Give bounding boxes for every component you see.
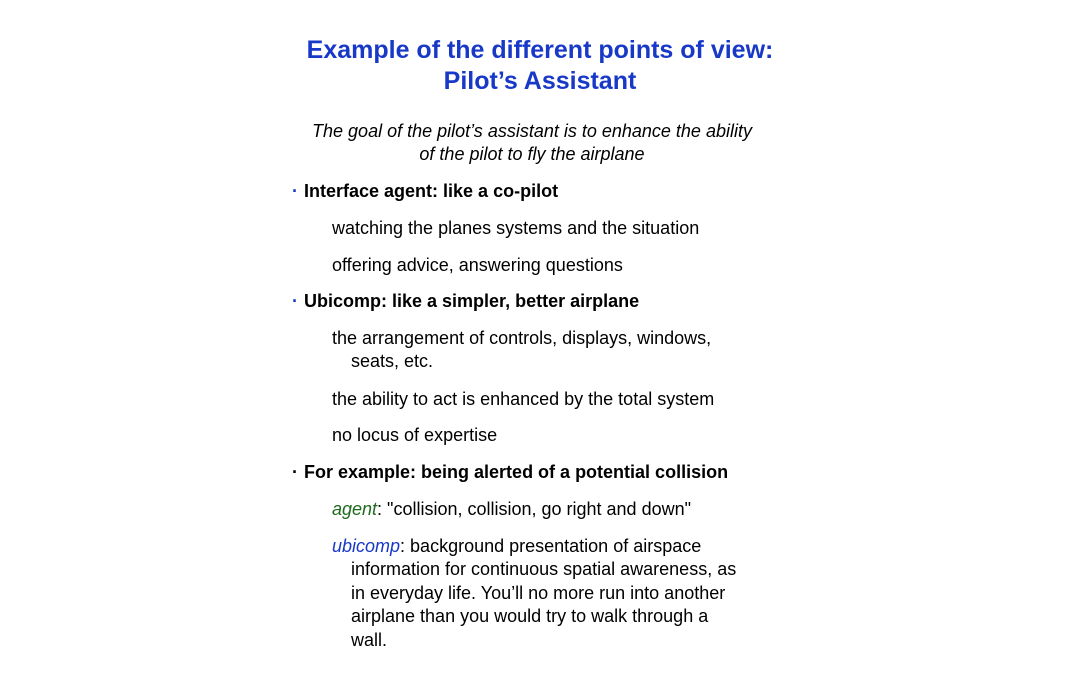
ubicomp-example-text: : background presentation of airspace [400, 536, 702, 556]
slide-title-line-2: Pilot’s Assistant [443, 67, 637, 95]
slide-title-line-1: Example of the different points of view: [306, 36, 774, 64]
ubicomp-example [332, 535, 701, 558]
agent-term: agent [332, 499, 378, 519]
sub-item-continuation: seats, etc. [351, 351, 434, 371]
sub-item: no locus of expertise [332, 425, 498, 445]
bullet-for-example [292, 461, 728, 484]
goal-statement-line-2: of the pilot to fly the airplane [419, 144, 645, 164]
ubicomp-example-continuation: in everyday life. You’ll no more run into another [351, 583, 726, 603]
bullet-interface-agent [292, 180, 558, 203]
bullet-label: Ubicomp: like a simpler, better airplane [304, 291, 640, 311]
bullet-label: For example: being alerted of a potential collision [304, 462, 729, 482]
agent-example-text: : "collision, collision, go right and down" [377, 499, 691, 519]
bullet-marker: · [292, 291, 298, 311]
agent-example [332, 498, 691, 521]
sub-item: the ability to act is enhanced by the total system [332, 389, 715, 409]
ubicomp-example-continuation: information for continuous spatial awareness, as [351, 559, 737, 579]
goal-statement-line-1: The goal of the pilot’s assistant is to enhance the ability [312, 121, 752, 141]
bullet-marker: · [292, 462, 298, 482]
bullet-marker: · [292, 181, 298, 201]
sub-item: offering advice, answering questions [332, 255, 623, 275]
bullet-label: Interface agent: like a co-pilot [304, 181, 559, 201]
ubicomp-term: ubicomp [332, 536, 401, 556]
ubicomp-example-continuation: wall. [351, 630, 388, 650]
sub-item: the arrangement of controls, displays, windows, [332, 328, 712, 348]
bullet-ubicomp [292, 290, 639, 313]
sub-item: watching the planes systems and the situation [332, 218, 700, 238]
ubicomp-example-continuation: airplane than you would try to walk through a [351, 606, 709, 626]
